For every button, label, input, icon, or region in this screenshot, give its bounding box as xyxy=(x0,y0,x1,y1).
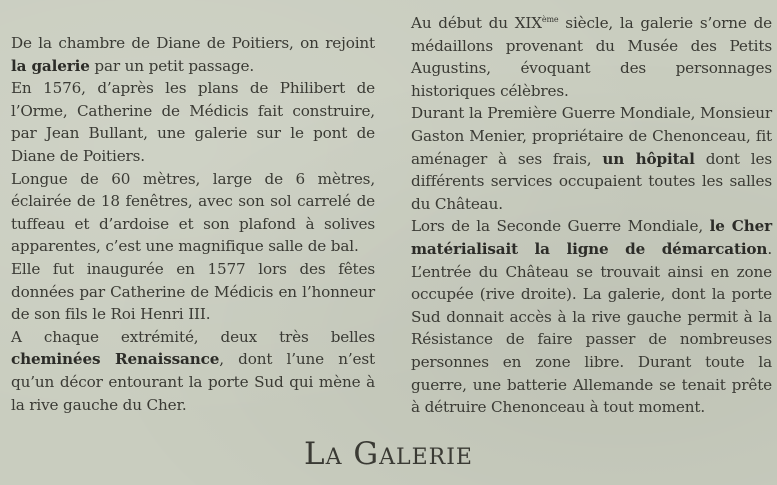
text: A chaque extrémité, deux très belles xyxy=(11,327,375,346)
page-title: La Galerie xyxy=(304,436,473,472)
left-paragraph-5 xyxy=(11,326,375,416)
text: siècle, la galerie s’orne de médaillons provenant du Musée des Petits Augustins, évoquant des personnages historiques célèbres. xyxy=(411,14,772,100)
right-paragraph-3 xyxy=(411,215,772,418)
left-paragraph-2: En 1576, d’après les plans de Philibert de l’Orme, Catherine de Médicis fait construire, par Jean Bullant, une galerie sur le pont de Diane de Poitiers. xyxy=(11,79,375,165)
left-column xyxy=(11,32,375,416)
bold-text: un hôpital xyxy=(602,149,695,168)
text: par un petit passage. xyxy=(89,56,255,75)
text: Lors de la Seconde Guerre Mondiale, xyxy=(411,217,710,236)
right-paragraph-2 xyxy=(411,102,772,215)
left-paragraph-3: Longue de 60 mètres, large de 6 mètres, éclairée de 18 fenêtres, avec son sol carrelé de tuffeau et d’ardoise et son plafond à solives apparentes, c’est une magnifique salle de bal. xyxy=(11,169,375,256)
text: Au début du XIX xyxy=(411,14,542,32)
bold-text: le Cher matérialisait la ligne de démarcation xyxy=(411,217,772,258)
left-paragraph-1 xyxy=(11,32,375,77)
text: dont les différents services occupaient toutes les salles du Château. xyxy=(411,149,772,213)
bold-text: cheminées Renaissance xyxy=(11,350,220,369)
text: , dont l’une n’est qu’un décor entourant la porte Sud qui mène à la rive gauche du Cher. xyxy=(11,350,375,414)
superscript: ème xyxy=(541,15,559,24)
right-paragraph-1 xyxy=(411,9,772,102)
text: De la chambre de Diane de Poitiers, on rejoint xyxy=(11,34,375,52)
text: Durant la Première Guerre Mondiale, Monsieur Gaston Menier, propriétaire de Chenonceau, fit aménager à ses frais, xyxy=(411,104,772,168)
right-column xyxy=(411,9,772,419)
bold-text: la galerie xyxy=(11,56,90,75)
text: . L’entrée du Château se trouvait ainsi en zone occupée (rive droite). La galerie, dont la porte Sud donnait accès à la rive gauche permit à la Résistance de faire passer de nombreuses personnes en zone libre. Durant toute la guerre, une batterie Allemande se tenait prête à détruire Chenonceau à tout moment. xyxy=(411,239,772,417)
left-paragraph-4: Elle fut inaugurée en 1577 lors des fêtes données par Catherine de Médicis en l’honneur de son fils le Roi Henri III. xyxy=(11,259,375,324)
